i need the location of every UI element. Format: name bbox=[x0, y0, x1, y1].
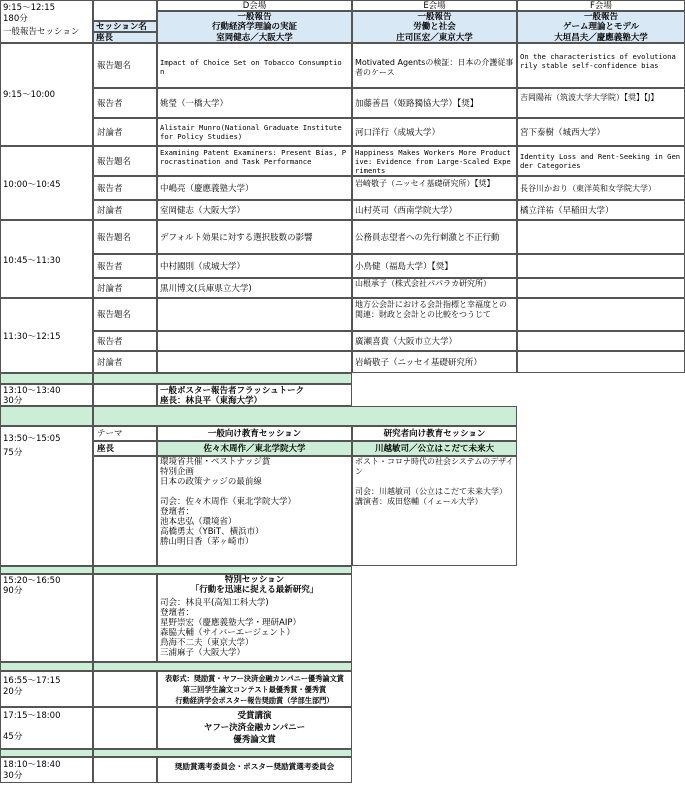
slot3-e-discussant: 山根承子（株式会社パパラカ研究所） bbox=[355, 279, 491, 288]
slot3-f-presenter-cell bbox=[517, 254, 685, 278]
edu-e-chair-cell bbox=[352, 441, 517, 456]
slot2-f-title: Identity Loss and Rent-Seeking in Gender Categories bbox=[520, 152, 681, 170]
slot1-e-presenter-cell bbox=[352, 88, 517, 118]
edu-d-line: 池本忠弘（環境省） bbox=[160, 517, 237, 527]
slot3-e-title-cell bbox=[352, 220, 517, 254]
special-line: 三浦麻子（大阪大学） bbox=[160, 648, 246, 658]
slot2-time: 10:00～10:45 bbox=[3, 180, 61, 190]
header-blank bbox=[93, 0, 157, 21]
slot4-time-cell bbox=[0, 298, 93, 373]
room-d-session-cell bbox=[157, 11, 352, 43]
slot2-f-title-cell bbox=[517, 146, 685, 176]
slot4-d-title-cell bbox=[157, 298, 352, 331]
edu-chair-label: 座長 bbox=[97, 444, 115, 454]
edu-d-chair: 佐々木周作／東北学院大学 bbox=[203, 444, 306, 454]
edu-e-line: ポスト・コロナ時代の社会システムのデザイン bbox=[355, 457, 514, 476]
special-line: 登壇者： bbox=[160, 608, 195, 618]
slot3-f-title-cell bbox=[517, 220, 685, 254]
edu-d-session-cell bbox=[157, 426, 352, 441]
slot1-f-title: On the characteristics of evolutionarily stable self-confidence bias bbox=[520, 52, 676, 70]
break2-body bbox=[93, 406, 517, 426]
room-f-session-cell bbox=[517, 11, 685, 43]
slot3-discussant-label-cell bbox=[93, 278, 157, 298]
break4-body bbox=[93, 662, 352, 671]
slot1-d-title: Impact of Choice Set on Tobacco Consumption bbox=[160, 58, 342, 76]
room-d-header bbox=[157, 0, 352, 11]
room-d-chair: 室岡健志／大阪大学 bbox=[216, 33, 293, 43]
slot4-discussant-label-cell bbox=[93, 351, 157, 373]
room-f-session: ゲーム理論とモデル bbox=[562, 22, 640, 32]
slot3-f-discussant-cell bbox=[517, 278, 685, 298]
header-duration: 180分 bbox=[3, 14, 28, 24]
edu-e-session: 研究者向け教育セッション bbox=[383, 429, 486, 439]
break5-body bbox=[93, 749, 352, 757]
slot3-d-discussant-cell bbox=[157, 278, 352, 298]
slot4-title-label-cell bbox=[93, 298, 157, 331]
slot3-presenter-label: 報告者 bbox=[97, 262, 123, 272]
flash-duration: 30分 bbox=[3, 396, 23, 406]
break2-time bbox=[0, 406, 93, 426]
edu-e-body bbox=[352, 456, 517, 566]
slot4-presenter-label: 報告者 bbox=[97, 337, 123, 347]
slot2-d-presenter: 中嶋亮（慶應義塾大学） bbox=[160, 184, 254, 194]
break-row-time bbox=[0, 373, 93, 384]
slot3-presenter-label-cell bbox=[93, 254, 157, 278]
slot4-discussant-label: 討論者 bbox=[97, 358, 123, 368]
slot1-discussant-label-cell bbox=[93, 118, 157, 146]
committee-time-cell bbox=[0, 757, 93, 783]
slot4-e-presenter: 廣瀬喜貴（大阪市立大学） bbox=[355, 337, 458, 347]
lecture-time: 17:15～18:00 bbox=[3, 711, 61, 721]
room-e-chair: 庄司匡宏／東京大学 bbox=[396, 33, 473, 43]
flash-blank bbox=[93, 384, 157, 406]
committee-duration: 30分 bbox=[3, 771, 23, 781]
edu-time-cell bbox=[0, 426, 93, 566]
edu-chair-label-cell bbox=[93, 441, 157, 456]
break5-time bbox=[0, 749, 93, 757]
edu-body-blank bbox=[93, 456, 157, 566]
special-title: 特別セッション bbox=[224, 575, 285, 585]
break4-time bbox=[0, 662, 93, 671]
award-line1: 表彰式：奨励賞・ヤフー決済金融カンパニー優秀論文賞 bbox=[165, 674, 344, 683]
slot2-presenter-label-cell bbox=[93, 176, 157, 200]
slot1-d-discussant: Alistair Munro(National Graduate Institute for Policy Studies) bbox=[160, 123, 342, 141]
committee-cell bbox=[157, 757, 352, 783]
slot2-f-discussant: 橘立洋祐（早稲田大学） bbox=[520, 206, 614, 216]
slot1-e-title-cell bbox=[352, 43, 517, 88]
flash-time: 13:10～13:40 bbox=[3, 386, 61, 396]
slot4-d-presenter-cell bbox=[157, 331, 352, 351]
slot3-e-title: 公務員志望者への先行刺激と不正行動 bbox=[355, 233, 500, 243]
slot1-title-label-cell bbox=[93, 43, 157, 88]
edu-e-session-cell bbox=[352, 426, 517, 441]
slot1-time: 9:15～10:00 bbox=[3, 90, 56, 100]
edu-d-line: 特別企画 bbox=[160, 467, 195, 477]
slot4-time: 11:30～12:15 bbox=[3, 332, 61, 342]
slot2-d-title-cell bbox=[157, 146, 352, 176]
room-f-type: 一般報告 bbox=[583, 12, 618, 22]
slot3-d-title-cell bbox=[157, 220, 352, 254]
slot2-e-title: Happiness Makes Workers More Productive: Evidence from Large-Scaled Experiments bbox=[355, 148, 511, 175]
slot1-title-label: 報告題名 bbox=[97, 61, 132, 71]
slot2-e-discussant: 山村英司（西南学院大学） bbox=[355, 206, 458, 216]
lecture-cell bbox=[157, 707, 352, 749]
edu-d-line: 勝山明日香（茅ヶ崎市） bbox=[160, 537, 254, 547]
slot4-f-presenter-cell bbox=[517, 331, 685, 351]
slot2-time-cell bbox=[0, 146, 93, 220]
edu-d-line: 登壇者： bbox=[160, 507, 195, 517]
edu-duration: 75分 bbox=[3, 448, 23, 458]
slot2-e-title-cell bbox=[352, 146, 517, 176]
lecture-blank bbox=[93, 707, 157, 749]
slot4-e-discussant-cell bbox=[352, 351, 517, 373]
slot1-e-discussant: 河口洋行（成城大学） bbox=[355, 128, 441, 138]
slot1-d-title-cell bbox=[157, 43, 352, 88]
special-lines bbox=[160, 598, 301, 658]
room-d-session: 行動経済学理論の実証 bbox=[211, 22, 297, 32]
room-e-type: 一般報告 bbox=[417, 12, 452, 22]
special-duration: 90分 bbox=[3, 586, 23, 596]
flash-time-cell bbox=[0, 384, 93, 406]
room-e-session: 労働と社会 bbox=[413, 22, 456, 32]
slot1-d-discussant-cell bbox=[157, 118, 352, 146]
special-time: 15:20～16:50 bbox=[3, 576, 61, 586]
slot4-presenter-label-cell bbox=[93, 331, 157, 351]
slot1-e-presenter: 加藤善昌（姫路獨協大学）【奨】 bbox=[355, 99, 479, 109]
edu-theme-label: テーマ bbox=[97, 429, 123, 439]
slot1-f-presenter-cell bbox=[517, 88, 685, 118]
slot2-e-presenter-cell bbox=[352, 176, 517, 200]
special-line: 星野崇宏（慶應義塾大学・理研AIP） bbox=[160, 618, 301, 628]
slot4-e-title-cell bbox=[352, 298, 517, 331]
slot3-d-discussant: 黒川博文(兵庫県立大学) bbox=[160, 284, 252, 294]
edu-e-line: 司会：川越敏司（公立はこだて未来大学） bbox=[355, 487, 507, 496]
slot2-discussant-label-cell bbox=[93, 200, 157, 220]
flash-title: 一般ポスター報告者フラッシュトーク bbox=[160, 386, 305, 396]
col-chair-label-cell bbox=[93, 32, 157, 43]
slot1-discussant-label: 討論者 bbox=[97, 128, 123, 138]
break3-body bbox=[93, 566, 352, 574]
special-line: 森脇大輔（サイバーエージェント） bbox=[160, 628, 295, 638]
slot1-e-discussant-cell bbox=[352, 118, 517, 146]
slot3-e-presenter-cell bbox=[352, 254, 517, 278]
flash-cell bbox=[157, 384, 352, 406]
slot3-d-title: デフォルト効果に対する選択肢数の影響 bbox=[160, 233, 313, 243]
slot1-f-title-cell bbox=[517, 43, 685, 88]
slot2-presenter-label: 報告者 bbox=[97, 184, 123, 194]
slot1-f-discussant: 宮下泰樹（城西大学） bbox=[520, 128, 606, 138]
slot1-d-presenter: 姚瑩（一橋大学） bbox=[160, 99, 229, 109]
slot1-presenter-label-cell bbox=[93, 88, 157, 118]
award-line3: 行動経済学会ポスター報告奨励賞（学部生部門） bbox=[175, 696, 334, 705]
slot3-time-cell bbox=[0, 220, 93, 298]
slot4-e-discussant: 岩崎敬子（ニッセイ基礎研究所） bbox=[355, 358, 482, 368]
slot2-f-discussant-cell bbox=[517, 200, 685, 220]
slot2-f-presenter-cell bbox=[517, 176, 685, 200]
award-time-cell bbox=[0, 671, 93, 707]
slot2-f-presenter: 長谷川かおり（東洋英和女学院大学） bbox=[520, 184, 656, 193]
room-e-session-cell bbox=[352, 11, 517, 43]
edu-d-session: 一般向け教育セッション bbox=[207, 429, 302, 439]
slot2-d-presenter-cell bbox=[157, 176, 352, 200]
award-line2: 第三回学生論文コンテスト最優秀賞・優秀賞 bbox=[182, 685, 327, 694]
slot1-f-presenter: 吉岡陽祐（筑波大学大学院）【奨】【J】 bbox=[520, 93, 659, 102]
edu-d-line: 司会：佐々木周作（東北学院大学） bbox=[160, 497, 297, 507]
lecture-line3: 優秀論文賞 bbox=[233, 735, 276, 745]
room-f-header bbox=[517, 0, 685, 11]
slot4-d-discussant-cell bbox=[157, 351, 352, 373]
slot1-presenter-label: 報告者 bbox=[97, 99, 123, 109]
slot2-title-label: 報告題名 bbox=[97, 157, 132, 167]
slot2-discussant-label: 討論者 bbox=[97, 206, 123, 216]
slot3-discussant-label: 討論者 bbox=[97, 284, 123, 294]
committee-time: 18:10～18:40 bbox=[3, 760, 61, 770]
slot4-e-title: 地方公会計における会計指標と幸福度との関連：財政と会計との比較をつうじて bbox=[355, 300, 507, 319]
lecture-duration: 45分 bbox=[3, 732, 23, 742]
col-session-label-cell bbox=[93, 21, 157, 32]
room-e-header bbox=[352, 0, 517, 11]
room-f-name: F会場 bbox=[590, 1, 612, 11]
slot2-e-presenter: 岩崎敬子（ニッセイ基礎研究所）【奨】 bbox=[355, 179, 495, 188]
edu-d-line: 日本の政策ナッジの最前線 bbox=[160, 477, 262, 487]
award-blank bbox=[93, 671, 157, 707]
award-duration: 20分 bbox=[3, 687, 23, 697]
slot2-d-discussant-cell bbox=[157, 200, 352, 220]
slot3-time: 10:45～11:30 bbox=[3, 256, 61, 266]
slot4-f-title-cell bbox=[517, 298, 685, 331]
slot2-title-label-cell bbox=[93, 146, 157, 176]
header-time: 9:15～12:15 bbox=[3, 3, 56, 13]
edu-d-line bbox=[160, 487, 296, 497]
room-d-name: D会場 bbox=[242, 1, 267, 11]
slot3-d-presenter-cell bbox=[157, 254, 352, 278]
edu-d-line: 高橋勇太（YBiT、横浜市） bbox=[160, 527, 264, 537]
col-chair-label: 座長 bbox=[96, 33, 114, 43]
break-row-body bbox=[93, 373, 352, 384]
slot1-e-title: Motivated Agentsの検証：日本の介護従事者のケース bbox=[355, 58, 514, 77]
slot1-d-presenter-cell bbox=[157, 88, 352, 118]
slot1-f-discussant-cell bbox=[517, 118, 685, 146]
room-f-chair: 大垣昌夫／慶應義塾大学 bbox=[554, 33, 648, 43]
lecture-line2: ヤフー決済金融カンパニー bbox=[203, 723, 306, 733]
slot4-e-presenter-cell bbox=[352, 331, 517, 351]
special-subtitle: 「行動を迅速に捉える最新研究」 bbox=[190, 585, 319, 595]
edu-d-line: 環境省共催・ベストナッジ賞 bbox=[160, 457, 271, 467]
edu-e-line bbox=[355, 477, 515, 487]
slot2-d-discussant: 室岡健志（大阪大学） bbox=[160, 206, 246, 216]
header-session-type: 一般報告セッション bbox=[3, 27, 80, 37]
committee-line1: 奨励賞選考委員会・ポスター奨励賞選考委員会 bbox=[174, 762, 335, 771]
edu-d-body bbox=[157, 456, 352, 566]
special-blank bbox=[93, 574, 157, 662]
slot4-f-discussant-cell bbox=[517, 351, 685, 373]
slot1-time-cell bbox=[0, 43, 93, 146]
slot3-e-presenter: 小鳥健（福島大学）【奨】 bbox=[355, 262, 453, 272]
slot2-e-discussant-cell bbox=[352, 200, 517, 220]
edu-e-line: 講演者：成田悠輔（イェール大学） bbox=[355, 497, 483, 506]
slot3-e-discussant-cell bbox=[352, 278, 517, 298]
special-cell bbox=[157, 574, 352, 662]
edu-e-lines bbox=[355, 457, 515, 507]
special-line: 司会：林良平(高知工科大学) bbox=[160, 598, 269, 608]
edu-e-chair: 川越敏司／公立はこだて未来大 bbox=[374, 444, 494, 454]
committee-blank bbox=[93, 757, 157, 783]
flash-chair: 座長：林良平（東海大学） bbox=[160, 396, 263, 406]
header-time-cell bbox=[0, 0, 93, 43]
room-d-type: 一般報告 bbox=[237, 12, 272, 22]
special-line: 鳥海不二夫（東京大学） bbox=[160, 638, 254, 648]
slot4-title-label: 報告題名 bbox=[97, 310, 132, 320]
slot3-title-label-cell bbox=[93, 220, 157, 254]
slot3-title-label: 報告題名 bbox=[97, 233, 132, 243]
edu-theme-label-cell bbox=[93, 426, 157, 441]
award-cell bbox=[157, 671, 352, 707]
col-session-label: セッション名 bbox=[96, 22, 147, 32]
edu-time: 13:50～15:05 bbox=[3, 434, 61, 444]
slot3-d-presenter: 中村國則（成城大学） bbox=[160, 262, 246, 272]
award-time: 16:55～17:15 bbox=[3, 676, 61, 686]
break3-time bbox=[0, 566, 93, 574]
edu-d-lines bbox=[160, 457, 296, 547]
edu-d-chair-cell bbox=[157, 441, 352, 456]
room-e-name: E会場 bbox=[423, 1, 446, 11]
lecture-line1: 受賞講演 bbox=[237, 711, 272, 721]
special-time-cell bbox=[0, 574, 93, 662]
slot2-d-title: Examining Patent Examiners: Present Bias, Procrastination and Task Performance bbox=[160, 148, 347, 166]
lecture-time-cell bbox=[0, 707, 93, 749]
